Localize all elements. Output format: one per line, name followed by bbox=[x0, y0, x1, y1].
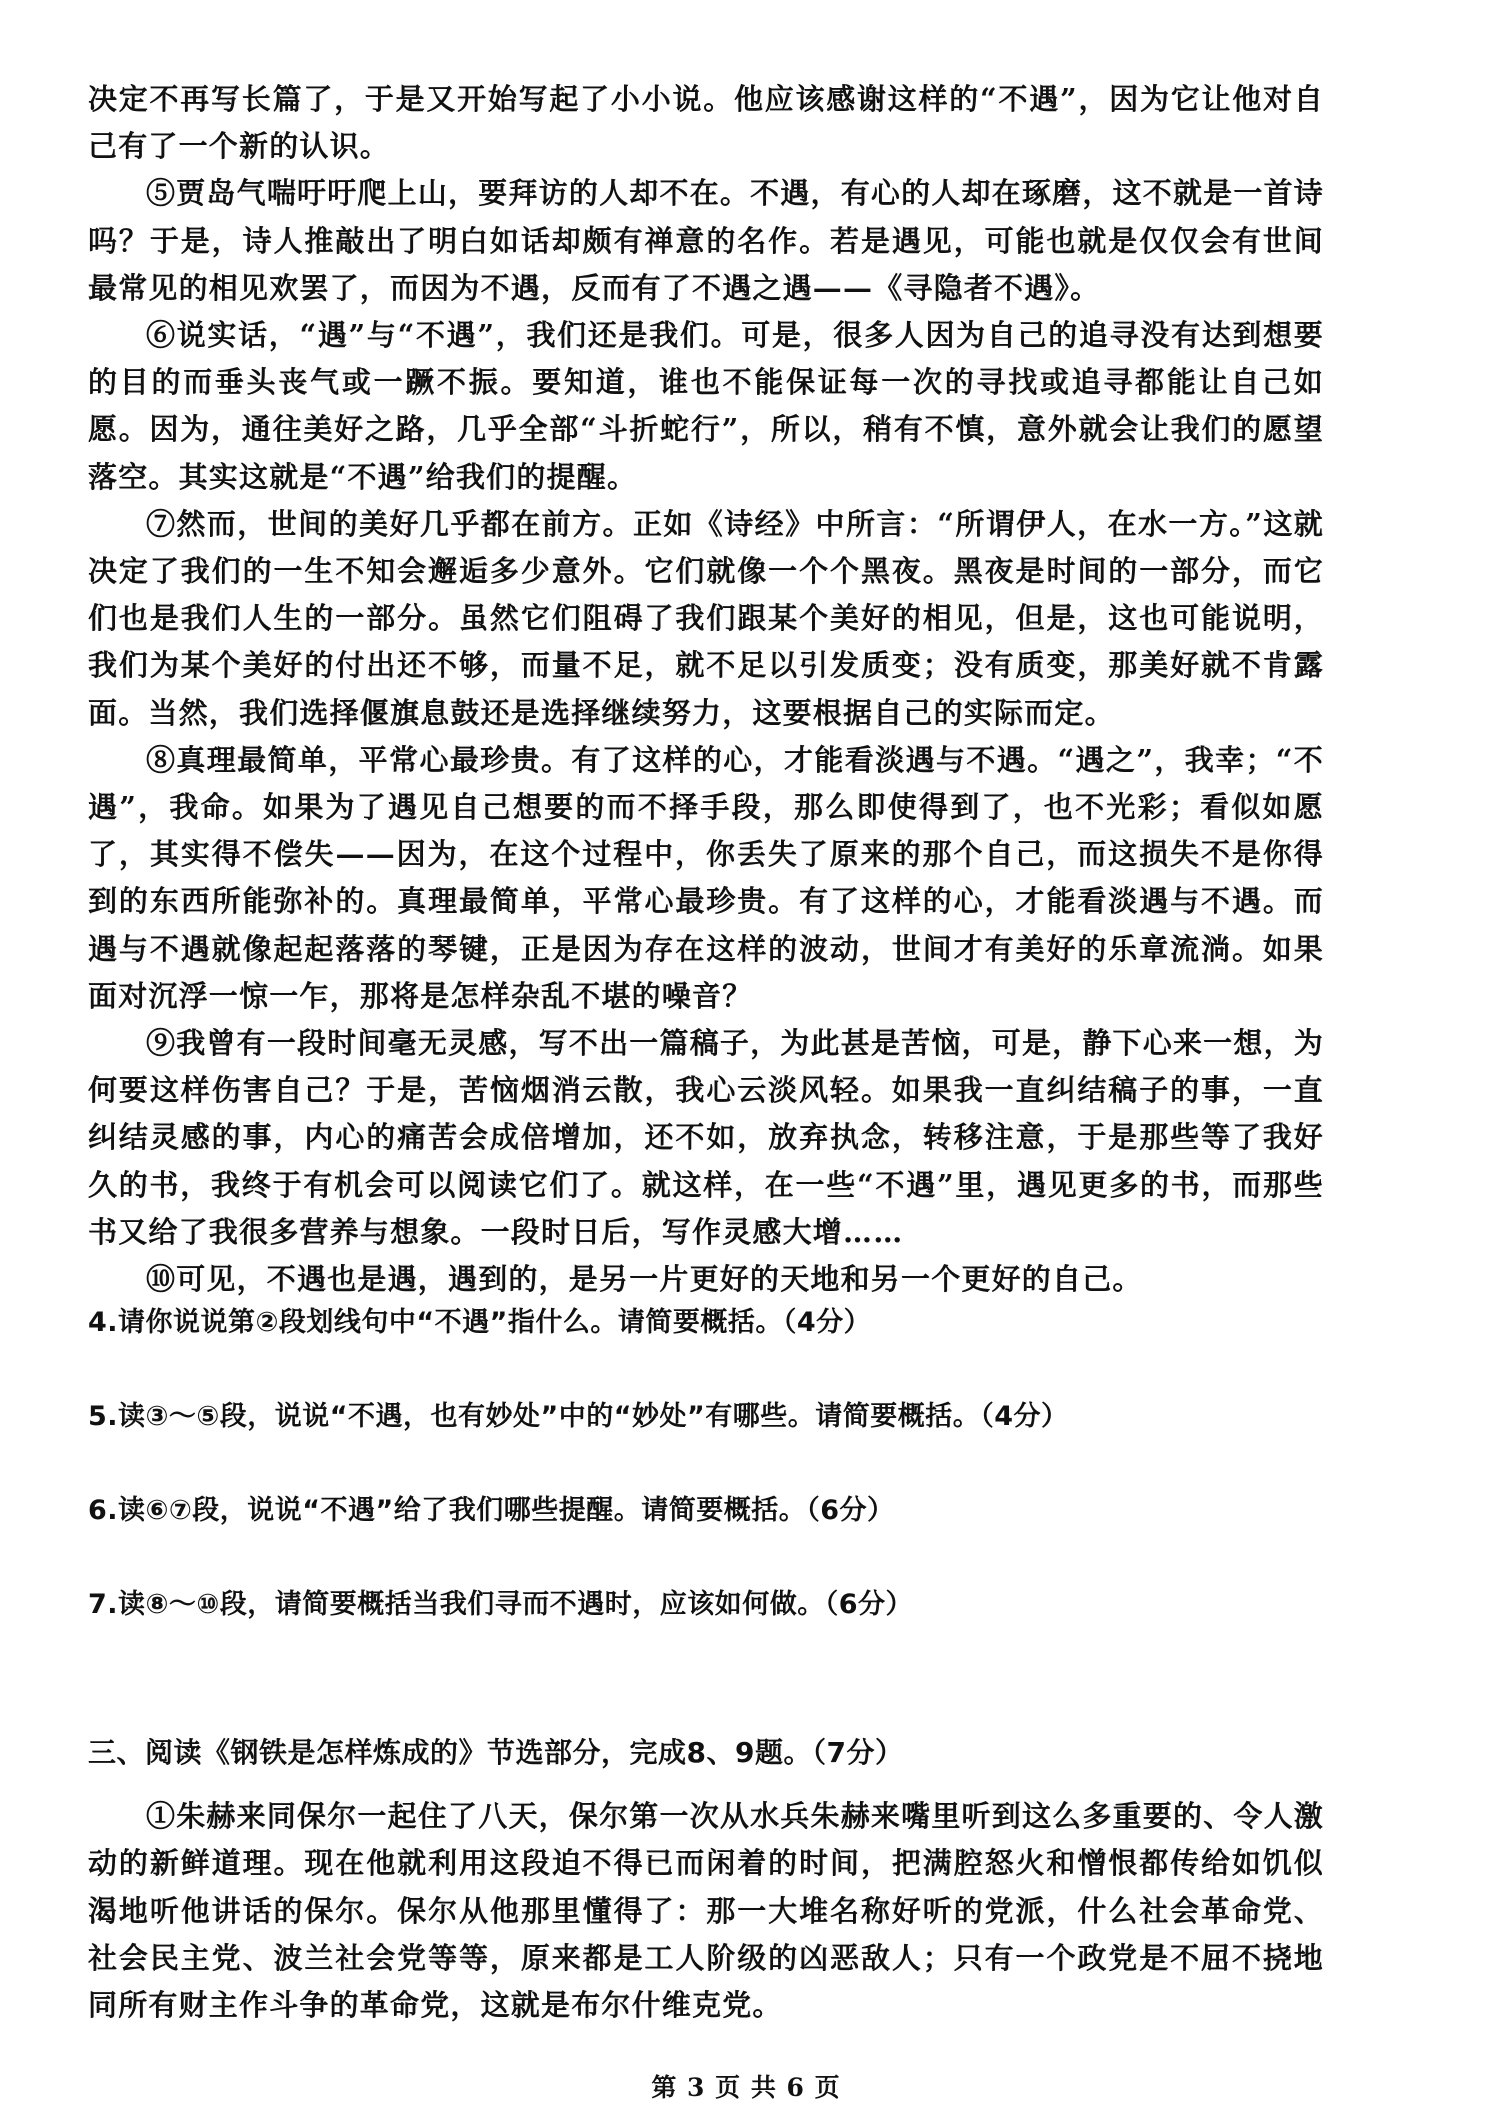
answer-space bbox=[88, 1531, 1324, 1585]
passage-paragraph-5: ⑤贾岛气喘吁吁爬上山，要拜访的人却不在。不遇，有心的人却在琢磨，这不就是一首诗吗？于是，诗人推敲出了明白如话却颇有禅意的名作。若是遇见，可能也就是仅仅会有世间最常见的相见欢罢了，而因为不遇，反而有了不遇之遇——《寻隐者不遇》。 bbox=[88, 176, 1324, 305]
section-3-title: 三、阅读《钢铁是怎样炼成的》节选部分，完成8、9题。（7分） bbox=[88, 1736, 904, 1770]
question-4: 4.请你说说第②段划线句中“不遇”指什么。请简要概括。（4分） bbox=[88, 1307, 872, 1339]
passage-paragraph-6: ⑥说实话，“遇”与“不遇”，我们还是我们。可是，很多人因为自己的追寻没有达到想要的目的而垂头丧气或一蹶不振。要知道，谁也不能保证每一次的寻找或追寻都能让自己如愿。因为，通往美好之路，几乎全部“斗折蛇行”，所以，稍有不慎，意外就会让我们的愿望落空。其实这就是“不遇”给我们的提醒。 bbox=[88, 318, 1324, 494]
exam-page bbox=[88, 76, 1324, 2029]
section-gap bbox=[88, 1773, 1324, 1793]
passage-paragraph-8: ⑧真理最简单，平常心最珍贵。有了这样的心，才能看淡遇与不遇。“遇之”，我幸；“不遇”，我命。如果为了遇见自己想要的而不择手段，那么即使得到了，也不光彩；看似如愿了，其实得不偿失——因为，在这个过程中，你丢失了原来的那个自己，而这损失不是你得到的东西所能弥补的。真理最简单，平常心最珍贵。有了这样的心，才能看淡遇与不遇。而遇与不遇就像起起落落的琴键，正是因为存在这样的波动，世间才有美好的乐章流淌。如果面对沉浮一惊一乍，那将是怎样杂乱不堪的噪音？ bbox=[88, 742, 1324, 1013]
answer-space bbox=[88, 1437, 1324, 1491]
answer-space bbox=[88, 1625, 1324, 1733]
answer-space bbox=[88, 1343, 1324, 1397]
question-7: 7.读⑧～⑩段，请简要概括当我们寻而不遇时，应该如何做。（6分） bbox=[88, 1589, 914, 1621]
question-5: 5.读③～⑤段，说说“不遇，也有妙处”中的“妙处”有哪些。请简要概括。（4分） bbox=[88, 1401, 1069, 1433]
section-3-paragraph-1: ①朱赫来同保尔一起住了八天，保尔第一次从水兵朱赫来嘴里听到这么多重要的、令人激动的新鲜道理。现在他就利用这段迫不得已而闲着的时间，把满腔怒火和憎恨都传给如饥似渴地听他讲话的保尔。保尔从他那里懂得了：那一大堆名称好听的党派，什么社会革命党、社会民主党、波兰社会党等等，原来都是工人阶级的凶恶敌人；只有一个政党是不屈不挠地同所有财主作斗争的革命党，这就是布尔什维克党。 bbox=[88, 1799, 1324, 2023]
passage-paragraph-continued: 决定不再写长篇了，于是又开始写起了小小说。他应该感谢这样的“不遇”，因为它让他对自己有了一个新的认识。 bbox=[88, 82, 1324, 164]
page-number-footer: 第 3 页 共 6 页 bbox=[651, 2073, 841, 2102]
passage-paragraph-10: ⑩可见，不遇也是遇，遇到的，是另一片更好的天地和另一个更好的自己。 bbox=[146, 1262, 1143, 1297]
passage-paragraph-7: ⑦然而，世间的美好几乎都在前方。正如《诗经》中所言：“所谓伊人，在水一方。”这就决定了我们的一生不知会邂逅多少意外。它们就像一个个黑夜。黑夜是时间的一部分，而它们也是我们人生的一部分。虽然它们阻碍了我们跟某个美好的相见，但是，这也可能说明，我们为某个美好的付出还不够，而量不足，就不足以引发质变；没有质变，那美好就不肯露面。当然，我们选择偃旗息鼓还是选择继续努力，这要根据自己的实际而定。 bbox=[88, 506, 1324, 730]
question-6: 6.读⑥⑦段，说说“不遇”给了我们哪些提醒。请简要概括。（6分） bbox=[88, 1495, 895, 1527]
passage-paragraph-9: ⑨我曾有一段时间毫无灵感，写不出一篇稿子，为此甚是苦恼，可是，静下心来一想，为何要这样伤害自己？于是，苦恼烟消云散，我心云淡风轻。如果我一直纠结稿子的事，一直纠结灵感的事，内心的痛苦会成倍增加，还不如，放弃执念，转移注意，于是那些等了我好久的书，我终于有机会可以阅读它们了。就这样，在一些“不遇”里，遇见更多的书，而那些书又给了我很多营养与想象。一段时日后，写作灵感大增…… bbox=[88, 1026, 1324, 1249]
